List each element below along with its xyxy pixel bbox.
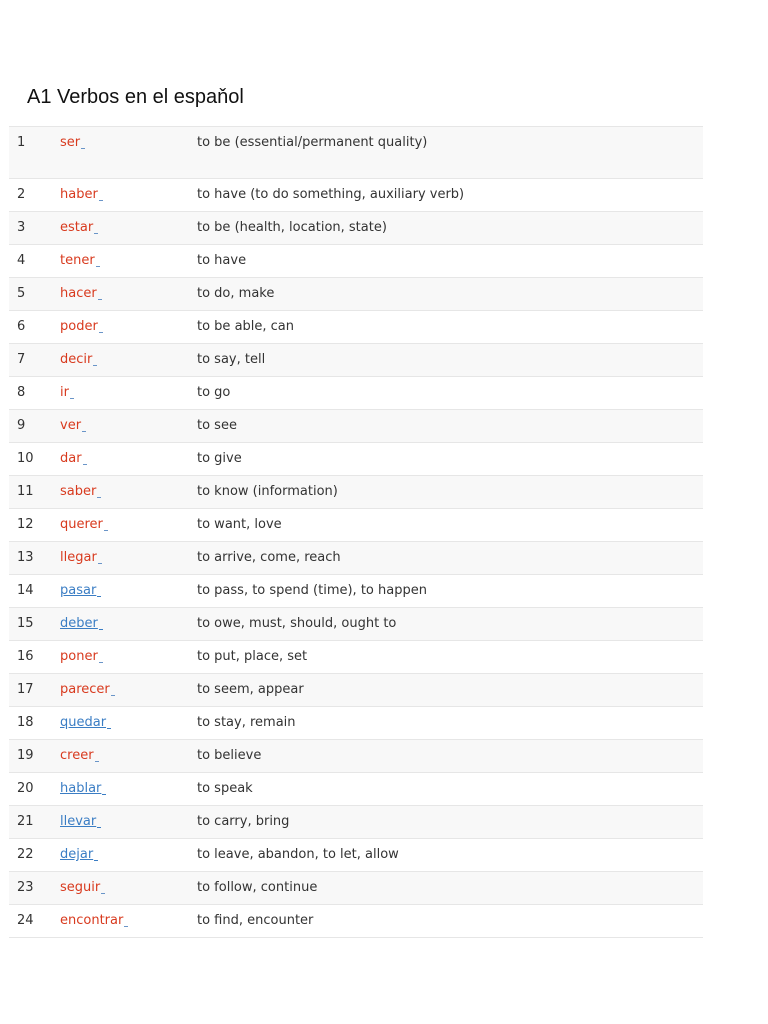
verb-rank: 14 — [9, 575, 60, 608]
verb-link[interactable] — [60, 550, 102, 565]
verb-link[interactable] — [60, 253, 100, 268]
verb-cell — [60, 179, 197, 212]
verb-link[interactable] — [60, 781, 106, 796]
verb-cell — [60, 674, 197, 707]
link-underline-mark — [98, 563, 102, 564]
verb-cell — [60, 278, 197, 311]
verb-meaning: to carry, bring — [197, 806, 703, 839]
link-underline-mark — [97, 596, 101, 597]
verb-meaning: to find, encounter — [197, 905, 703, 938]
verb-rank: 19 — [9, 740, 60, 773]
verb-word: decir — [60, 352, 93, 367]
verb-word: dar — [60, 451, 82, 466]
verb-link[interactable] — [60, 286, 102, 301]
verb-word: llevar — [60, 814, 97, 829]
verb-cell — [60, 344, 197, 377]
verb-meaning: to want, love — [197, 509, 703, 542]
verb-link[interactable] — [60, 583, 101, 598]
verb-word: pasar — [60, 583, 97, 598]
verb-rank: 6 — [9, 311, 60, 344]
link-underline-mark — [104, 530, 108, 531]
verb-word: haber — [60, 187, 98, 202]
table-row — [9, 905, 703, 938]
verb-link[interactable] — [60, 814, 101, 829]
verb-rank: 2 — [9, 179, 60, 212]
table-row — [9, 872, 703, 905]
verb-cell — [60, 311, 197, 344]
table-row — [9, 806, 703, 839]
verb-word: tener — [60, 253, 95, 268]
table-row — [9, 476, 703, 509]
verb-link[interactable] — [60, 451, 87, 466]
table-row — [9, 179, 703, 212]
verb-rank: 20 — [9, 773, 60, 806]
link-underline-mark — [97, 497, 101, 498]
page-title: A1 Verbos en el espaňol — [27, 86, 244, 108]
link-underline-mark — [98, 299, 102, 300]
verb-word: poner — [60, 649, 98, 664]
link-underline-mark — [97, 827, 101, 828]
verb-meaning: to owe, must, should, ought to — [197, 608, 703, 641]
verb-cell — [60, 740, 197, 773]
link-underline-mark — [102, 794, 106, 795]
table-row — [9, 278, 703, 311]
verb-link[interactable] — [60, 616, 103, 631]
verb-word: hablar — [60, 781, 102, 796]
table-row — [9, 575, 703, 608]
verb-cell — [60, 476, 197, 509]
verb-link[interactable] — [60, 319, 103, 334]
verb-link[interactable] — [60, 484, 101, 499]
verb-meaning: to seem, appear — [197, 674, 703, 707]
verb-word: quedar — [60, 715, 107, 730]
verb-cell — [60, 707, 197, 740]
link-underline-mark — [99, 629, 103, 630]
link-underline-mark — [99, 332, 103, 333]
link-underline-mark — [93, 365, 97, 366]
verb-rank: 23 — [9, 872, 60, 905]
table-row — [9, 740, 703, 773]
verb-meaning: to be able, can — [197, 311, 703, 344]
verb-meaning: to see — [197, 410, 703, 443]
verb-rank: 1 — [9, 127, 60, 179]
verb-word: hacer — [60, 286, 97, 301]
verb-rank: 3 — [9, 212, 60, 245]
link-underline-mark — [94, 233, 98, 234]
verb-word: saber — [60, 484, 97, 499]
verb-meaning: to speak — [197, 773, 703, 806]
verb-rank: 10 — [9, 443, 60, 476]
link-underline-mark — [111, 695, 115, 696]
table-row — [9, 509, 703, 542]
table-row — [9, 839, 703, 872]
verb-table-body — [9, 127, 703, 938]
verb-meaning: to go — [197, 377, 703, 410]
verb-cell — [60, 212, 197, 245]
verb-cell — [60, 575, 197, 608]
verb-cell — [60, 127, 197, 179]
table-row — [9, 245, 703, 278]
verb-rank: 4 — [9, 245, 60, 278]
verb-meaning: to have — [197, 245, 703, 278]
link-underline-mark — [95, 761, 99, 762]
verb-word: seguir — [60, 880, 101, 895]
verb-rank: 12 — [9, 509, 60, 542]
table-row — [9, 641, 703, 674]
link-underline-mark — [99, 662, 103, 663]
verb-cell — [60, 509, 197, 542]
verb-word: ver — [60, 418, 82, 433]
verb-word: estar — [60, 220, 94, 235]
verb-link[interactable] — [60, 913, 128, 928]
verb-meaning: to follow, continue — [197, 872, 703, 905]
verb-rank: 8 — [9, 377, 60, 410]
verb-word: encontrar — [60, 913, 124, 928]
verb-cell — [60, 905, 197, 938]
table-row — [9, 443, 703, 476]
table-row — [9, 773, 703, 806]
link-underline-mark — [94, 860, 98, 861]
verb-word: ir — [60, 385, 69, 400]
verb-link[interactable] — [60, 187, 103, 202]
verb-link[interactable] — [60, 748, 99, 763]
link-underline-mark — [70, 398, 74, 399]
verb-meaning: to do, make — [197, 278, 703, 311]
verb-rank: 9 — [9, 410, 60, 443]
verb-rank: 15 — [9, 608, 60, 641]
verb-cell — [60, 443, 197, 476]
verb-meaning: to say, tell — [197, 344, 703, 377]
table-row — [9, 311, 703, 344]
verb-link[interactable] — [60, 847, 98, 862]
verb-table — [9, 126, 703, 938]
verb-link[interactable] — [60, 135, 85, 150]
verb-link[interactable] — [60, 220, 98, 235]
verb-cell — [60, 773, 197, 806]
verb-word: poder — [60, 319, 98, 334]
verb-meaning: to know (information) — [197, 476, 703, 509]
link-underline-mark — [82, 431, 86, 432]
table-row — [9, 707, 703, 740]
verb-rank: 22 — [9, 839, 60, 872]
verb-cell — [60, 806, 197, 839]
verb-link[interactable] — [60, 517, 108, 532]
verb-link[interactable] — [60, 682, 115, 697]
link-underline-mark — [83, 464, 87, 465]
verb-rank: 16 — [9, 641, 60, 674]
table-row — [9, 542, 703, 575]
verb-meaning: to be (health, location, state) — [197, 212, 703, 245]
verb-cell — [60, 641, 197, 674]
verb-cell — [60, 377, 197, 410]
verb-meaning: to arrive, come, reach — [197, 542, 703, 575]
verb-meaning: to stay, remain — [197, 707, 703, 740]
verb-meaning: to give — [197, 443, 703, 476]
verb-word: deber — [60, 616, 98, 631]
table-row — [9, 377, 703, 410]
table-row — [9, 344, 703, 377]
verb-link[interactable] — [60, 352, 97, 367]
verb-meaning: to be (essential/permanent quality) — [197, 127, 703, 179]
verb-link[interactable] — [60, 649, 103, 664]
verb-cell — [60, 872, 197, 905]
verb-meaning: to have (to do something, auxiliary verb) — [197, 179, 703, 212]
verb-rank: 24 — [9, 905, 60, 938]
verb-link[interactable] — [60, 715, 111, 730]
verb-rank: 17 — [9, 674, 60, 707]
verb-rank: 13 — [9, 542, 60, 575]
verb-cell — [60, 839, 197, 872]
verb-meaning: to leave, abandon, to let, allow — [197, 839, 703, 872]
verb-link[interactable] — [60, 418, 86, 433]
verb-rank: 7 — [9, 344, 60, 377]
verb-rank: 18 — [9, 707, 60, 740]
verb-cell — [60, 608, 197, 641]
link-underline-mark — [107, 728, 111, 729]
link-underline-mark — [124, 926, 128, 927]
verb-meaning: to pass, to spend (time), to happen — [197, 575, 703, 608]
verb-rank: 11 — [9, 476, 60, 509]
table-row — [9, 127, 703, 179]
verb-link[interactable] — [60, 385, 74, 400]
verb-link[interactable] — [60, 880, 105, 895]
verb-word: ser — [60, 135, 81, 150]
verb-cell — [60, 542, 197, 575]
verb-meaning: to put, place, set — [197, 641, 703, 674]
table-row — [9, 212, 703, 245]
table-row — [9, 410, 703, 443]
table-row — [9, 608, 703, 641]
verb-word: dejar — [60, 847, 94, 862]
table-row — [9, 674, 703, 707]
verb-word: querer — [60, 517, 103, 532]
verb-rank: 21 — [9, 806, 60, 839]
link-underline-mark — [81, 148, 85, 149]
verb-cell — [60, 410, 197, 443]
verb-rank: 5 — [9, 278, 60, 311]
link-underline-mark — [96, 266, 100, 267]
link-underline-mark — [101, 893, 105, 894]
verb-word: creer — [60, 748, 94, 763]
link-underline-mark — [99, 200, 103, 201]
verb-cell — [60, 245, 197, 278]
verb-word: llegar — [60, 550, 97, 565]
verb-meaning: to believe — [197, 740, 703, 773]
verb-word: parecer — [60, 682, 110, 697]
